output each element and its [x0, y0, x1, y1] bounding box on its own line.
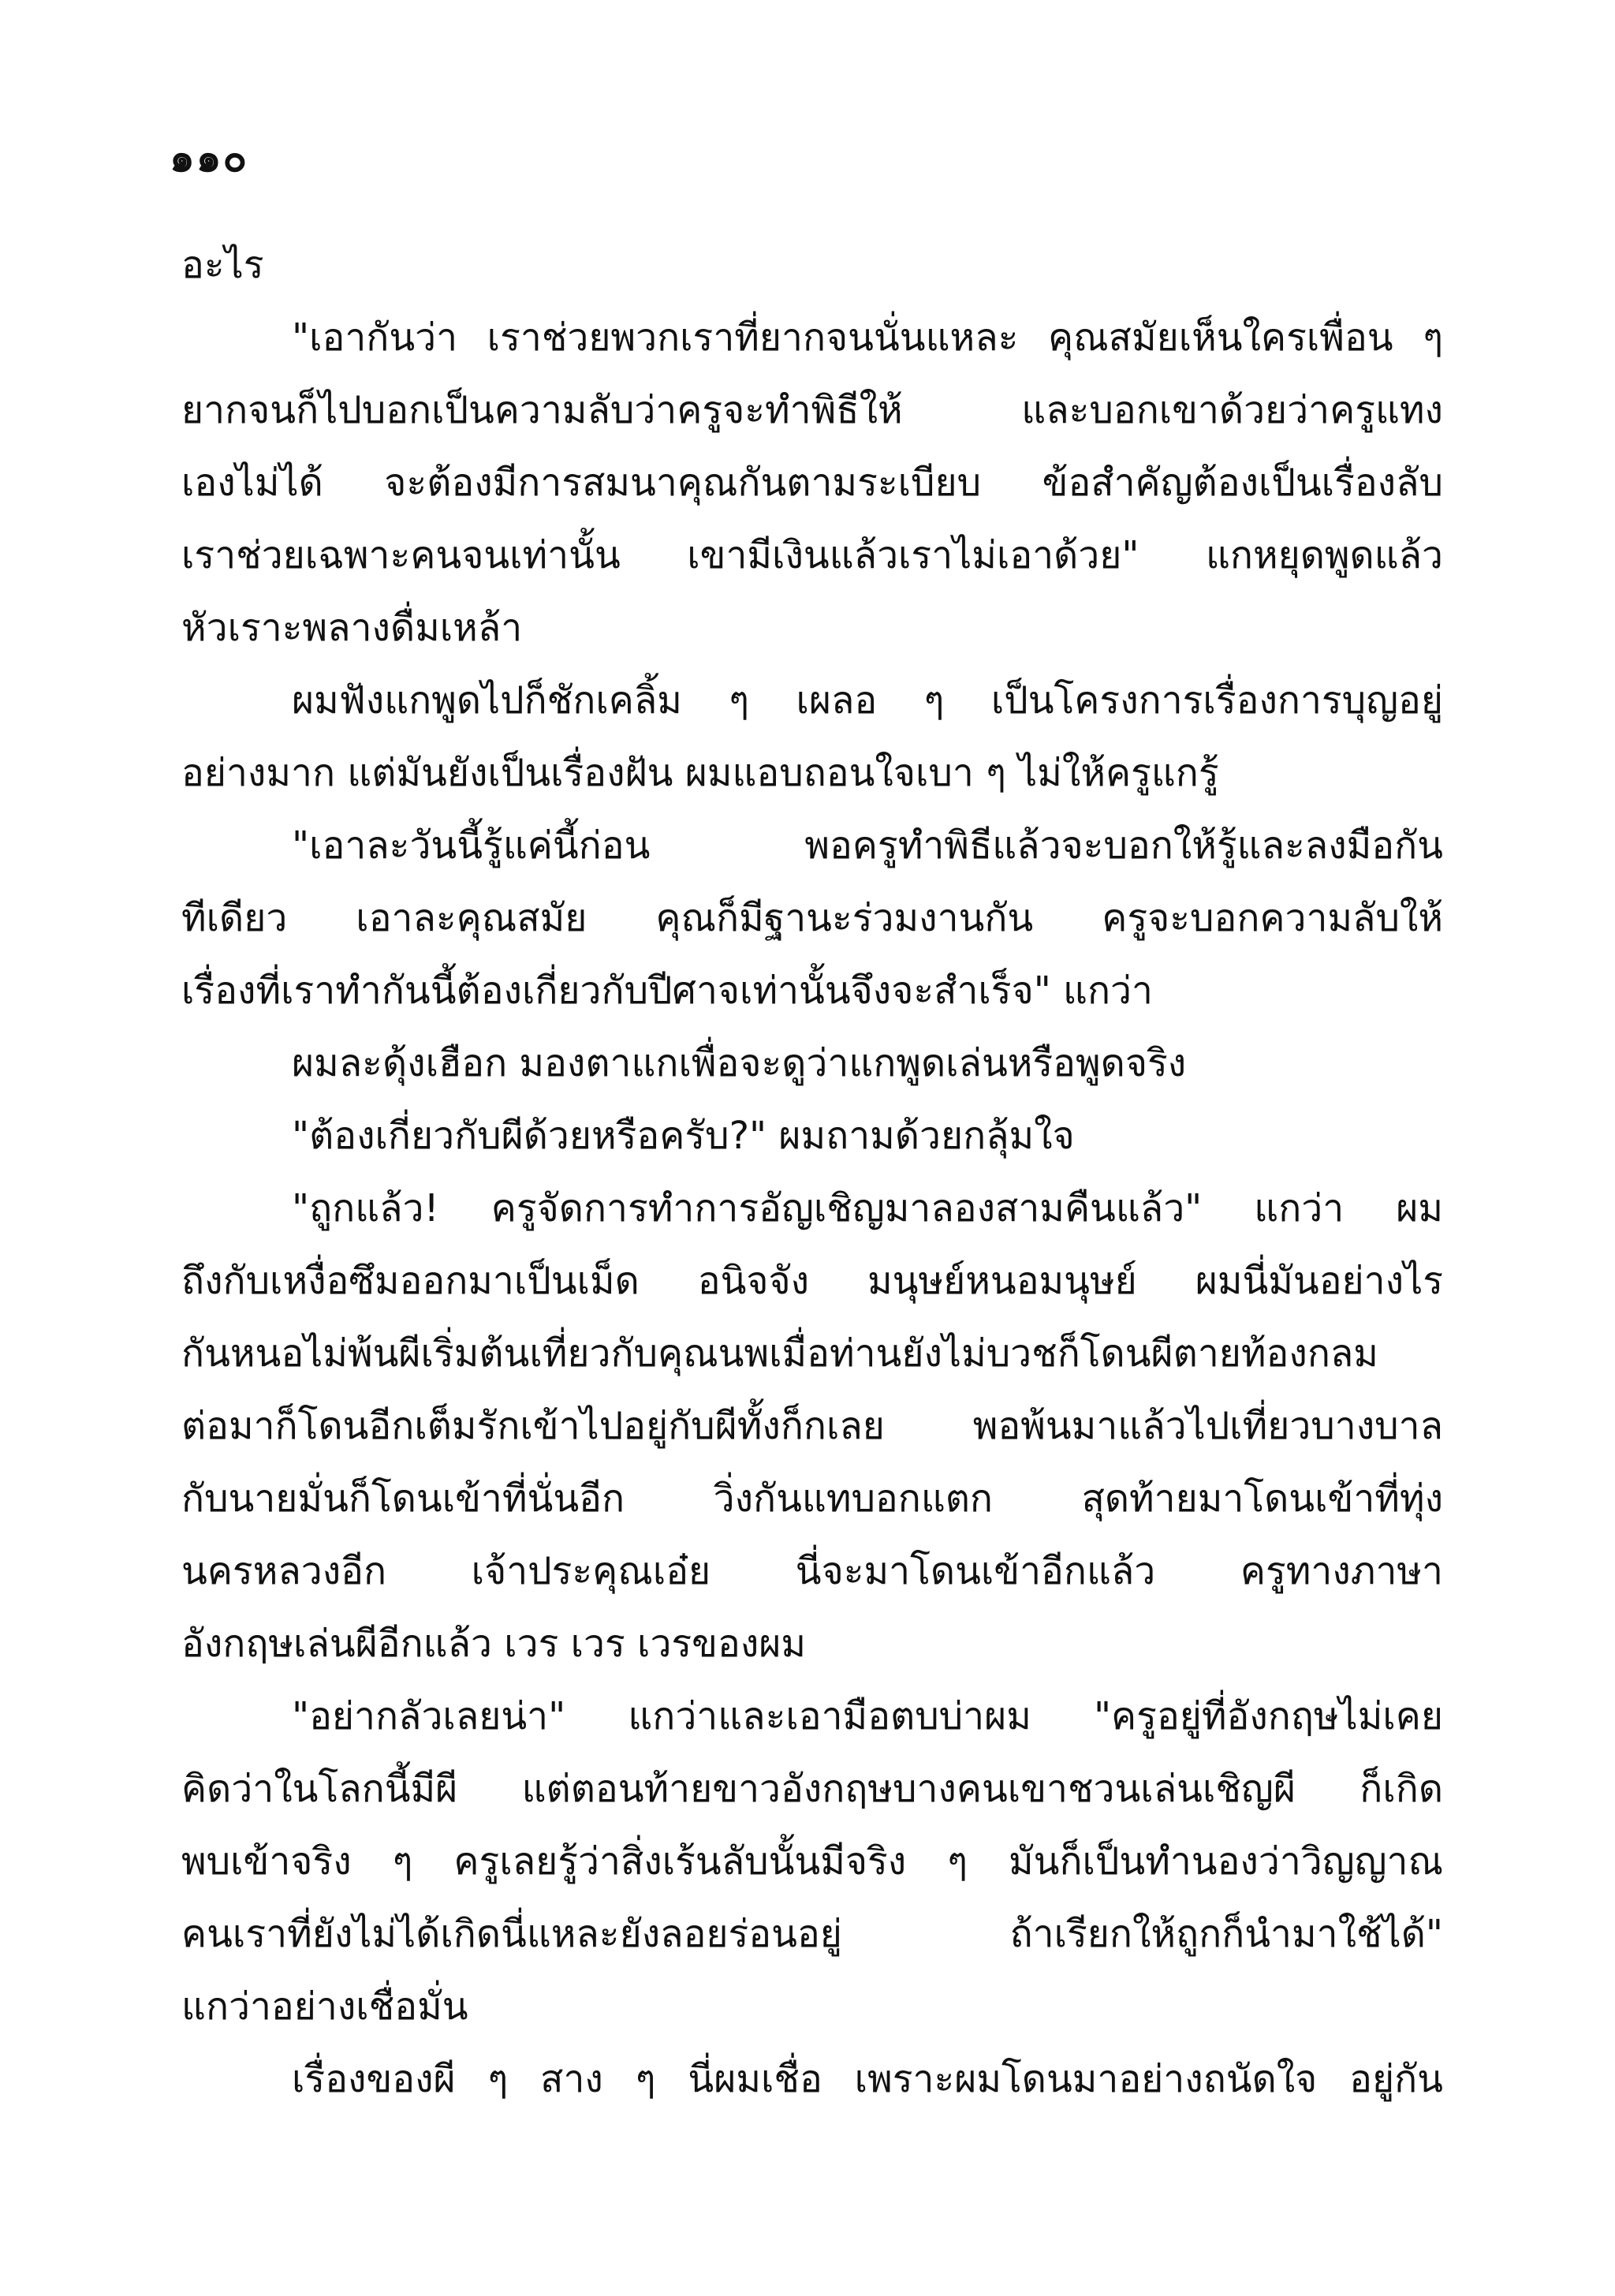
text-line: ผมฟังแกพูดไปก็ชักเคลิ้ม ๆ เผลอ ๆ เป็นโครงการเรื่องการบุญอยู่ [292, 678, 1443, 722]
page-number: ๑๑๐ [170, 135, 248, 181]
text-line: "ถูกแล้ว! ครูจัดการทำการอัญเชิญมาลองสามคืนแล้ว" แกว่า ผม [292, 1186, 1443, 1230]
text-line: กันหนอไม่พ้นผีเริ่มต้นเที่ยวกับคุณนพเมื่อท่านยังไม่บวชก็โดนผีตายท้องกลม [181, 1331, 1378, 1376]
text-line: เองไม่ได้ จะต้องมีการสมนาคุณกันตามระเบียบ ข้อสำคัญต้องเป็นเรื่องลับ [181, 461, 1443, 505]
text-line: เรื่องของผี ๆ สาง ๆ นี่ผมเชื่อ เพราะผมโดนมาอย่างถนัดใจ อยู่กัน [292, 2057, 1443, 2101]
text-line: เรื่องที่เราทำกันนี้ต้องเกี่ยวกับปีศาจเท่านั้นจึงจะสำเร็จ" แกว่า [181, 969, 1153, 1013]
text-line: อย่างมาก แต่มันยังเป็นเรื่องฝัน ผมแอบถอนใจเบา ๆ ไม่ให้ครูแกรู้ [181, 751, 1219, 795]
text-line: หัวเราะพลางดื่มเหล้า [181, 606, 523, 650]
text-line: แกว่าอย่างเชื่อมั่น [181, 1984, 468, 2029]
text-line: กับนายมั่นก็โดนเข้าที่นั่นอีก วิ่งกันแทบอกแตก สุดท้ายมาโดนเข้าที่ทุ่ง [181, 1477, 1443, 1521]
text-line: ผมละดุ้งเฮือก มองตาแกเพื่อจะดูว่าแกพูดเล่นหรือพูดจริง [292, 1041, 1187, 1085]
text-line: "เอาละวันนี้รู้แค่นี้ก่อน พอครูทำพิธีแล้วจะบอกให้รู้และลงมือกัน [292, 823, 1443, 868]
text-line: อังกฤษเล่นผีอีกแล้ว เวร เวร เวรของผม [181, 1622, 807, 1666]
text-line: นครหลวงอีก เจ้าประคุณเอ๋ย นี่จะมาโดนเข้าอีกแล้ว ครูทางภาษา [181, 1549, 1443, 1593]
text-line: ยากจนก็ไปบอกเป็นความลับว่าครูจะทำพิธีให้ และบอกเขาด้วยว่าครูแทง [181, 388, 1443, 432]
text-line: คนเราที่ยังไม่ได้เกิดนี่แหละยังลอยร่อนอยู่ ถ้าเรียกให้ถูกก็นำมาใช้ได้" [181, 1912, 1443, 1956]
body-text [181, 229, 1443, 2115]
text-line: "อย่ากลัวเลยน่า" แกว่าและเอามือตบบ่าผม "ครูอยู่ที่อังกฤษไม่เคย [292, 1694, 1443, 1738]
text-line: ต่อมาก็โดนอีกเต็มรักเข้าไปอยู่กับผีทั้งก็กเลย พอพ้นมาแล้วไปเที่ยวบางบาล [181, 1404, 1443, 1448]
text-line: "เอากันว่า เราช่วยพวกเราที่ยากจนนั่นแหละ คุณสมัยเห็นใครเพื่อน ๆ [292, 315, 1443, 360]
text-line: ทีเดียว เอาละคุณสมัย คุณก็มีฐานะร่วมงานกัน ครูจะบอกความลับให้ [181, 896, 1443, 940]
text-line: ถึงกับเหงื่อซึมออกมาเป็นเม็ด อนิจจัง มนุษย์หนอมนุษย์ ผมนี่มันอย่างไร [181, 1259, 1443, 1303]
text-line: คิดว่าในโลกนี้มีผี แต่ตอนท้ายขาวอังกฤษบางคนเขาชวนเล่นเชิญผี ก็เกิด [181, 1767, 1443, 1811]
text-line: พบเข้าจริง ๆ ครูเลยรู้ว่าสิ่งเร้นลับนั้นมีจริง ๆ มันก็เป็นทำนองว่าวิญญาณ [181, 1839, 1443, 1883]
text-line: อะไร [181, 243, 264, 287]
text-line: เราช่วยเฉพาะคนจนเท่านั้น เขามีเงินแล้วเราไม่เอาด้วย" แกหยุดพูดแล้ว [181, 533, 1443, 577]
text-line: "ต้องเกี่ยวกับผีด้วยหรือครับ?" ผมถามด้วยกลุ้มใจ [292, 1114, 1075, 1158]
